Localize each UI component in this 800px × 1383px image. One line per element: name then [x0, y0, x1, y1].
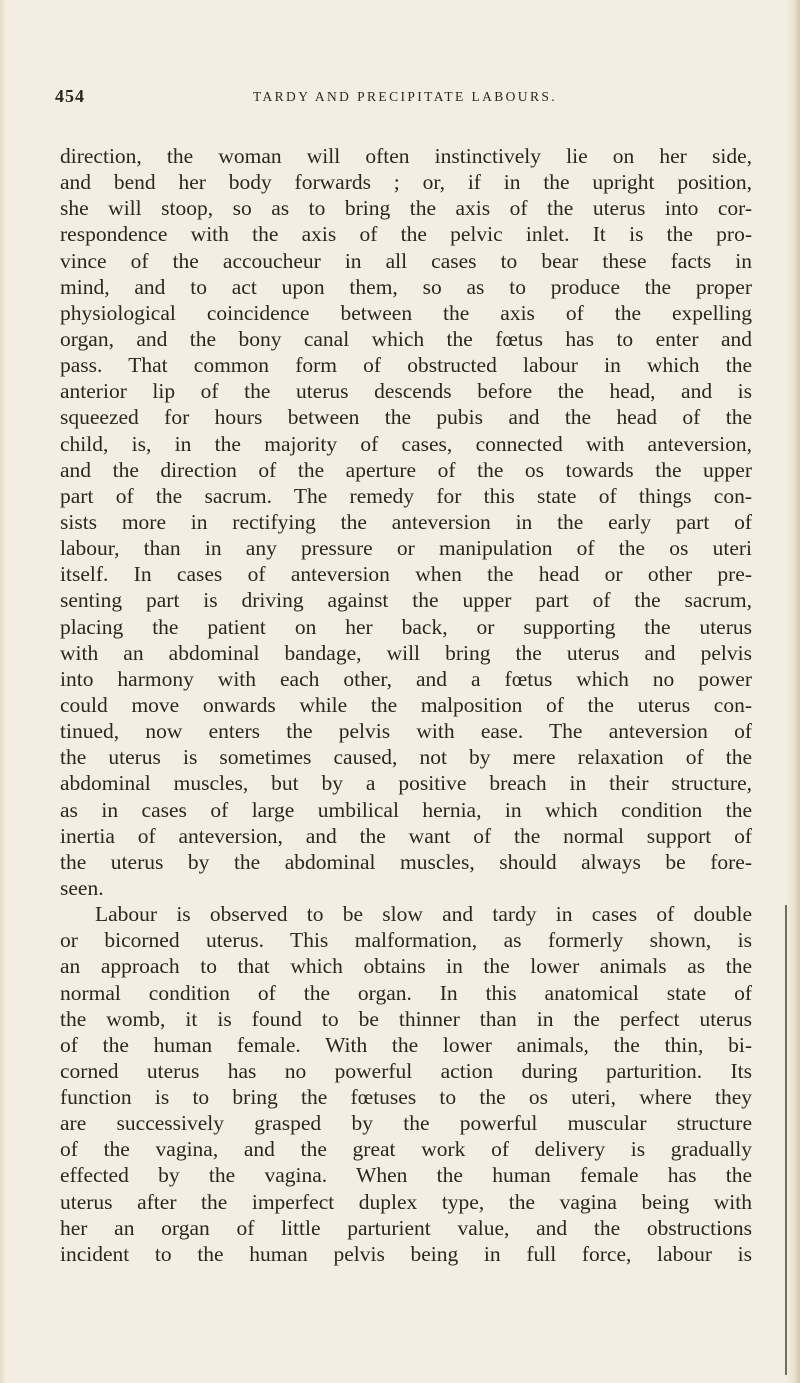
page-left-edge — [0, 0, 6, 1383]
text-line: an approach to that which obtains in the lower animals as the — [60, 954, 752, 979]
text-line: of the human female. With the lower animals, the thin, bi- — [60, 1032, 752, 1057]
text-line: tinued, now enters the pelvis with ease. The anteversion of — [60, 719, 752, 744]
text-line: incident to the human pelvis being in full force, labour is — [60, 1241, 752, 1266]
text-line: mind, and to act upon them, so as to produce the proper — [60, 274, 752, 299]
text-line: placing the patient on her back, or supporting the uterus — [60, 614, 752, 639]
text-line: could move onwards while the malposition of the uterus con- — [60, 692, 752, 717]
text-line: of the vagina, and the great work of delivery is gradually — [60, 1137, 752, 1162]
page-right-edge — [786, 0, 800, 1383]
text-line: vince of the accoucheur in all cases to bear these facts in — [60, 248, 752, 273]
text-line: labour, than in any pressure or manipulation of the os uteri — [60, 536, 752, 561]
text-line: abdominal muscles, but by a positive breach in their structure, — [60, 771, 752, 796]
margin-rule — [785, 905, 787, 1375]
text-line: itself. In cases of anteversion when the head or other pre- — [60, 562, 752, 587]
text-line: the womb, it is found to be thinner than in the perfect uterus — [60, 1006, 752, 1031]
text-line: physiological coincidence between the axis of the expelling — [60, 300, 752, 325]
text-line: into harmony with each other, and a fœtus which no power — [60, 666, 752, 691]
text-line: Labour is observed to be slow and tardy in cases of double — [95, 902, 752, 927]
text-line: senting part is driving against the upper part of the sacrum, — [60, 588, 752, 613]
text-line: normal condition of the organ. In this anatomical state of — [60, 980, 752, 1005]
text-line: or bicorned uterus. This malformation, as formerly shown, is — [60, 928, 752, 953]
text-line: organ, and the bony canal which the fœtus has to enter and — [60, 326, 752, 351]
text-line: corned uterus has no powerful action during parturition. Its — [60, 1058, 752, 1083]
text-line: inertia of anteversion, and the want of the normal support of — [60, 823, 752, 848]
text-line: her an organ of little parturient value, and the obstructions — [60, 1215, 752, 1240]
text-line: she will stoop, so as to bring the axis of the uterus into cor- — [60, 196, 752, 221]
text-line: anterior lip of the uterus descends before the head, and is — [60, 379, 752, 404]
text-line: sists more in rectifying the anteversion in the early part of — [60, 509, 752, 534]
page-header — [55, 86, 745, 116]
text-line: function is to bring the fœtuses to the os uteri, where they — [60, 1085, 752, 1110]
text-line: are successively grasped by the powerful muscular structure — [60, 1111, 752, 1136]
text-line: direction, the woman will often instinctively lie on her side, — [60, 144, 752, 168]
text-line: effected by the vagina. When the human female has the — [60, 1163, 752, 1188]
page-number: 454 — [55, 86, 85, 106]
text-line: seen. — [60, 875, 104, 900]
text-line: respondence with the axis of the pelvic inlet. It is the pro- — [60, 222, 752, 247]
text-line: pass. That common form of obstructed labour in which the — [60, 353, 752, 378]
text-line: with an abdominal bandage, will bring the uterus and pelvis — [60, 640, 752, 665]
text-line: the uterus is sometimes caused, not by mere relaxation of the — [60, 745, 752, 770]
text-line: child, is, in the majority of cases, connected with anteversion, — [60, 431, 752, 456]
text-line: and the direction of the aperture of the os towards the upper — [60, 457, 752, 482]
running-title: TARDY AND PRECIPITATE LABOURS. — [252, 89, 558, 104]
body-text — [60, 143, 752, 1267]
text-line: uterus after the imperfect duplex type, the vagina being with — [60, 1189, 752, 1214]
text-line: the uterus by the abdominal muscles, should always be fore- — [60, 849, 752, 874]
text-line: part of the sacrum. The remedy for this state of things con- — [60, 483, 752, 508]
text-line: squeezed for hours between the pubis and the head of the — [60, 405, 752, 430]
text-line: and bend her body forwards ; or, if in the upright position, — [60, 170, 752, 195]
text-line: as in cases of large umbilical hernia, in which condition the — [60, 797, 752, 822]
